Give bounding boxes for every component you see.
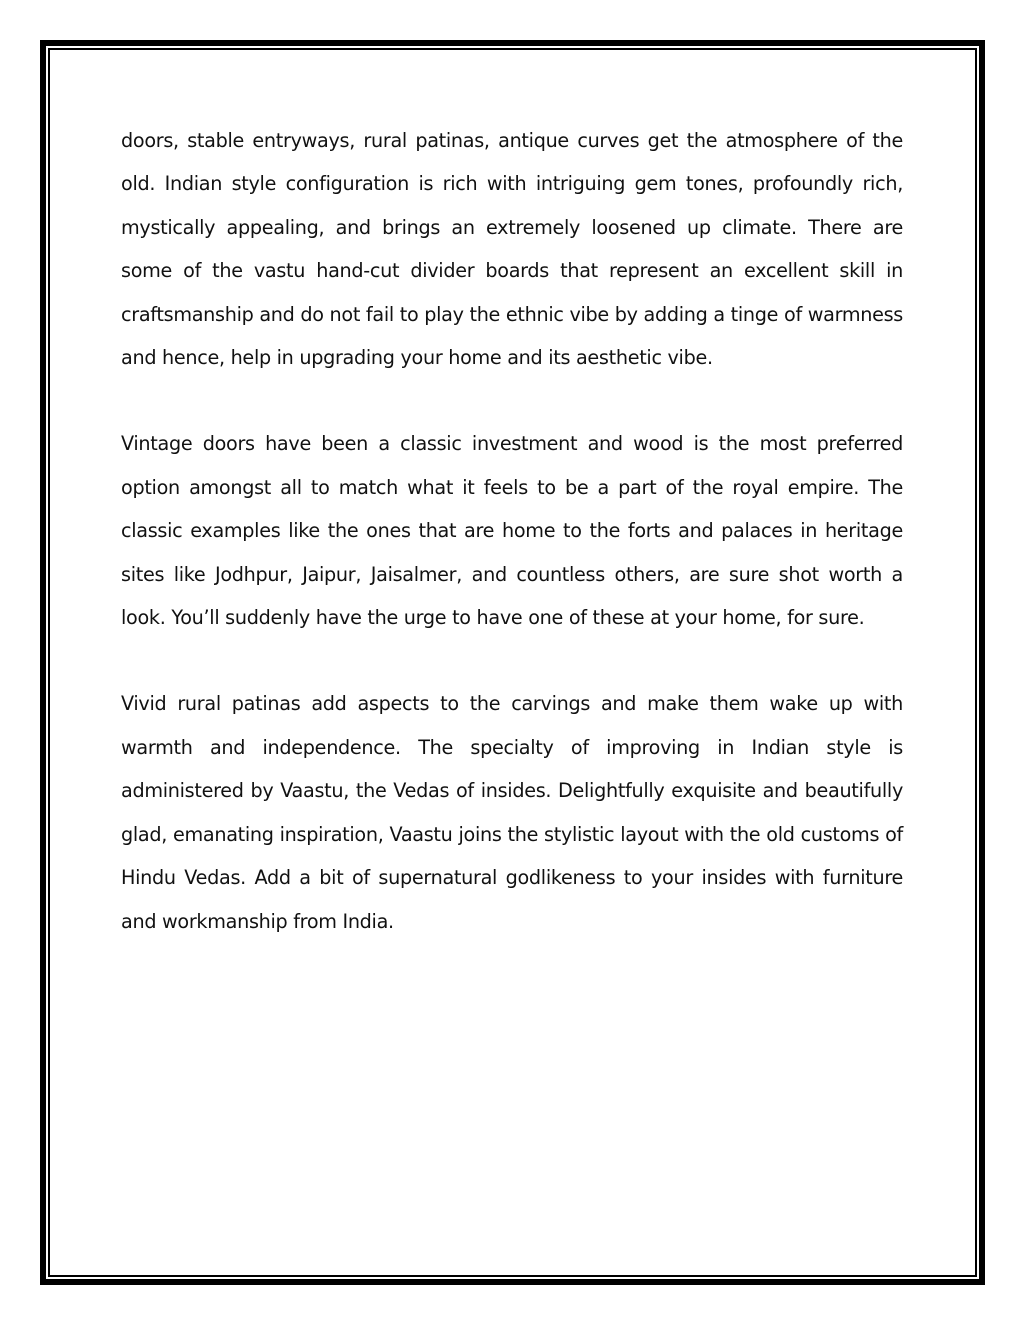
document-body [121, 119, 903, 943]
paragraph-3: Vivid rural patinas add aspects to the carvings and make them wake up with warmth and independence. The specialty of improving in Indian style is administered by Vaastu, the Vedas of insides. Delightfully exquisite and beautifully glad, emanating inspiration, Vaastu joins the stylistic layout with the old customs of Hindu Vedas. Add a bit of supernatural godlikeness to your insides with furniture and workmanship from India. [121, 692, 903, 933]
paragraph-2: Vintage doors have been a classic investment and wood is the most preferred option amongst all to match what it feels to be a part of the royal empire. The classic examples like the ones that are home to the forts and palaces in heritage sites like Jodhpur, Jaipur, Jaisalmer, and countless others, are sure shot worth a look. You’ll suddenly have the urge to have one of these at your home, for sure. [121, 432, 903, 630]
paragraph-1: doors, stable entryways, rural patinas, antique curves get the atmosphere of the old. Indian style configuration is rich with intriguing gem tones, profoundly rich, mystically appealing, and brings an extremely loosened up climate. There are some of the vastu hand-cut divider boards that represent an excellent skill in craftsmanship and do not fail to play the ethnic vibe by adding a tinge of warmness and hence, help in upgrading your home and its aesthetic vibe. [121, 129, 903, 370]
